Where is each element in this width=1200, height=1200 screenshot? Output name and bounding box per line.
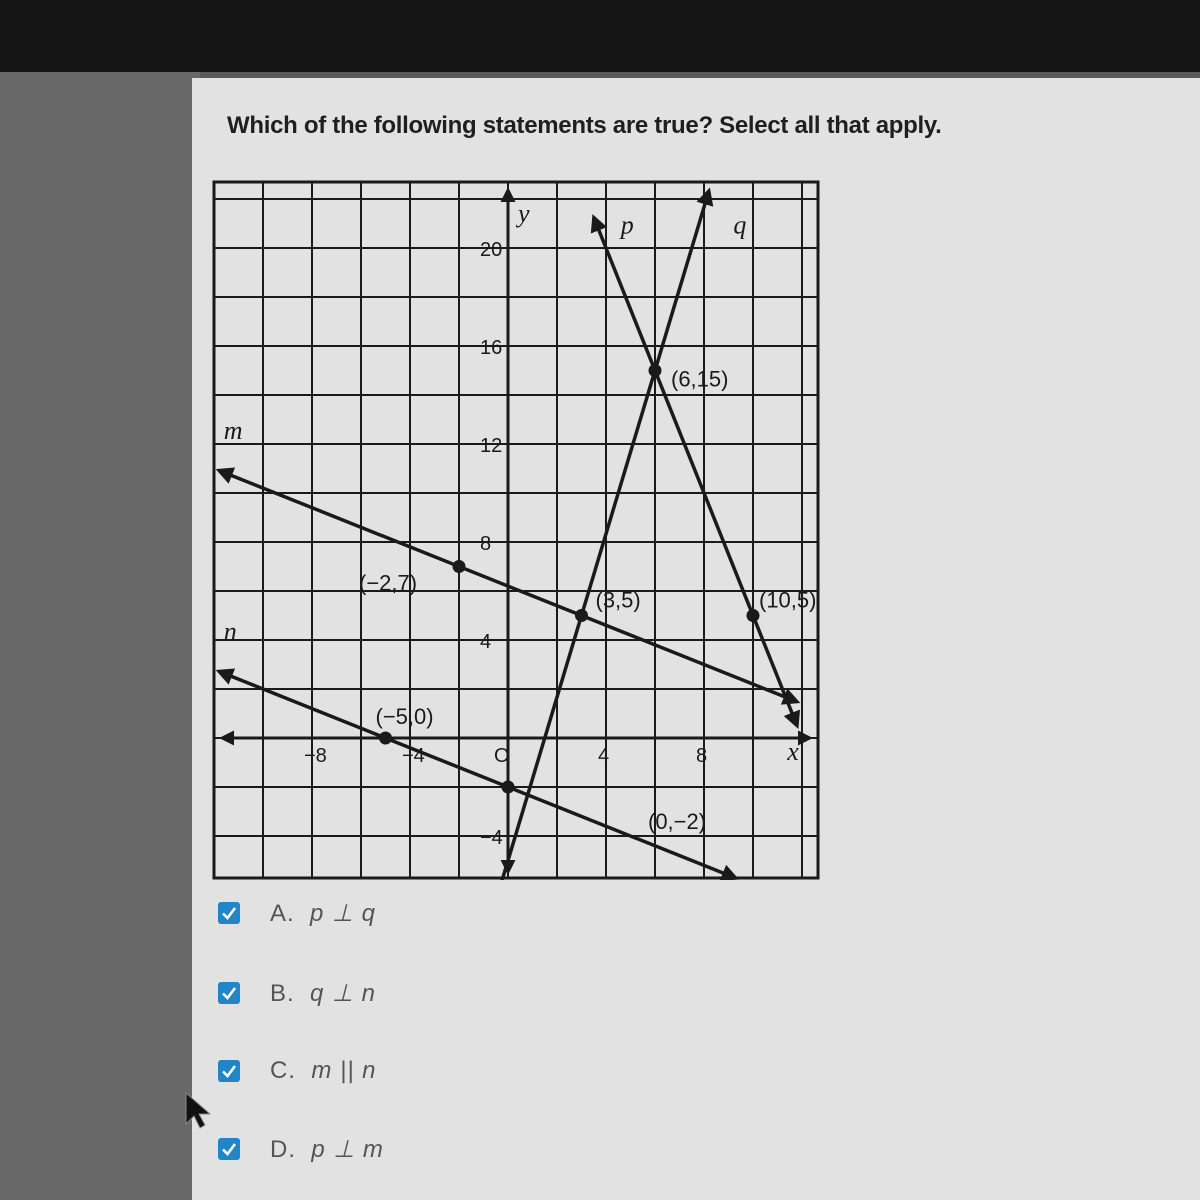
x-tick-label: O <box>494 745 510 767</box>
grid <box>214 182 818 878</box>
y-tick-label: 8 <box>480 533 492 555</box>
line-p-label: p <box>620 210 634 240</box>
mouse-cursor-icon <box>183 1090 219 1130</box>
option-a-checkbox[interactable] <box>218 902 240 924</box>
option-a-text: A. p ⊥ q <box>270 899 376 927</box>
option-d-checkbox[interactable] <box>218 1138 240 1160</box>
checkmark-icon <box>221 1141 237 1157</box>
line-m-label: m <box>223 416 243 446</box>
graph-border <box>214 182 818 878</box>
y-tick-label: 12 <box>480 435 503 457</box>
y-axis-label: y <box>518 199 530 228</box>
left-background <box>0 72 200 1200</box>
option-a[interactable] <box>218 898 618 928</box>
point-marker <box>379 732 392 745</box>
option-b[interactable] <box>218 978 618 1008</box>
point-label: (0,−2) <box>648 809 707 834</box>
line-n-label: n <box>223 617 237 646</box>
point-label: (−2,7) <box>359 570 418 596</box>
checkmark-icon <box>221 1063 237 1079</box>
x-tick-label: 8 <box>696 745 708 767</box>
point-label: (−5,0) <box>375 704 434 729</box>
y-tick-label: −4 <box>480 827 503 849</box>
graph-points <box>379 364 760 794</box>
x-axis-label: x <box>787 737 799 766</box>
x-tick-label: −8 <box>304 745 327 767</box>
point-marker <box>747 609 760 622</box>
option-d[interactable] <box>218 1134 618 1164</box>
point-label: (3,5) <box>595 587 641 613</box>
point-label: (6,15) <box>671 366 729 392</box>
checkmark-icon <box>221 905 237 921</box>
line-n <box>219 671 736 878</box>
option-d-text: D. p ⊥ m <box>270 1135 384 1163</box>
y-tick-label: 16 <box>480 337 503 359</box>
point-marker <box>649 364 662 377</box>
coordinate-graph <box>212 178 820 880</box>
x-tick-label: 4 <box>598 745 610 767</box>
option-b-text: B. q ⊥ n <box>270 979 376 1007</box>
line-q-label: q <box>733 210 747 240</box>
top-bar <box>0 0 1200 72</box>
question-text: Which of the following statements are true? Select all that apply. <box>227 112 942 139</box>
x-tick-label: −4 <box>402 745 425 767</box>
point-marker <box>453 560 466 573</box>
point-label: (10,5) <box>759 587 817 613</box>
axes <box>222 190 810 872</box>
option-c-text: C. m || n <box>270 1057 377 1084</box>
option-c[interactable] <box>218 1056 618 1086</box>
y-tick-label: 20 <box>480 239 503 261</box>
checkmark-icon <box>221 985 237 1001</box>
y-tick-label: 4 <box>480 631 492 653</box>
point-marker <box>502 781 515 794</box>
option-c-checkbox[interactable] <box>218 1060 240 1082</box>
option-b-checkbox[interactable] <box>218 982 240 1004</box>
point-marker <box>575 609 588 622</box>
